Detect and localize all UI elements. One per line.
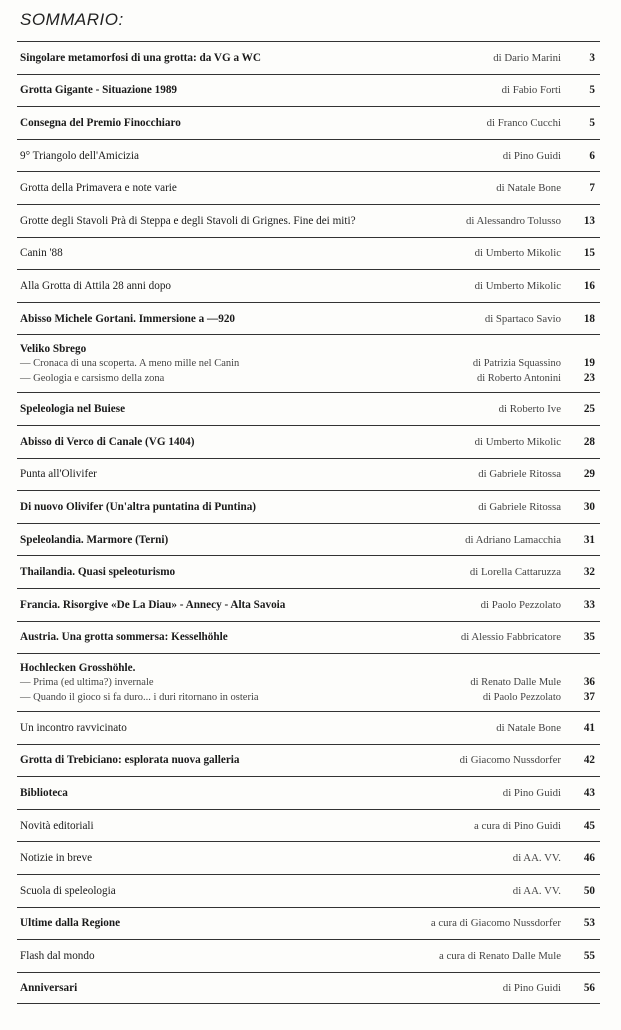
entry-title: Francia. Risorgive «De La Diau» - Annecy - Alta Savoia [20, 598, 286, 611]
entry-title: Grotta della Primavera e note varie [20, 182, 177, 195]
toc-entry-row [17, 435, 600, 449]
entry-page-number: 41 [583, 721, 595, 734]
toc-entry [17, 392, 600, 425]
subentry-author: di Paolo Pezzolato [482, 691, 561, 703]
toc-entry-row [17, 598, 600, 612]
toc-entry-row [17, 279, 600, 293]
entry-author: di AA. VV. [512, 852, 561, 865]
toc-entry [17, 711, 600, 744]
toc-entry [17, 237, 600, 270]
entry-title: Grotta di Trebiciano: esplorata nuova galleria [20, 754, 240, 767]
toc-entry [17, 139, 600, 172]
entry-page-number: 55 [583, 950, 595, 963]
toc-entry-row [17, 661, 600, 675]
entry-page-number: 45 [583, 819, 595, 832]
entry-title: Veliko Sbrego [20, 342, 87, 355]
toc-entry [17, 490, 600, 523]
toc-entry-row [17, 565, 600, 579]
entry-title: Abisso di Verco di Canale (VG 1404) [20, 435, 195, 448]
toc-entry-row [17, 630, 600, 644]
entry-page-number: 30 [583, 500, 595, 513]
entry-page-number: 7 [589, 182, 595, 195]
entry-title: Singolare metamorfosi di una grotta: da VG a WC [20, 51, 261, 64]
subentry-author: di Patrizia Squassino [472, 357, 561, 369]
subentry-title: — Prima (ed ultima?) invernale [20, 676, 154, 688]
toc-entry-row [17, 819, 600, 833]
entry-page-number: 33 [583, 598, 595, 611]
entry-author: di Spartaco Savio [484, 312, 561, 325]
entry-title: Austria. Una grotta sommersa: Kesselhöhle [20, 631, 228, 644]
entry-page-number: 6 [589, 149, 595, 162]
toc-entry [17, 841, 600, 874]
entry-page-number: 31 [583, 533, 595, 546]
subentry-title: — Geologia e carsismo della zona [20, 372, 165, 384]
toc-entry [17, 106, 600, 139]
entry-author: di Roberto Ive [498, 403, 561, 416]
entry-title: Flash dal mondo [20, 950, 95, 963]
entry-author: di Natale Bone [496, 182, 561, 195]
entry-author: di Pino Guidi [502, 787, 561, 800]
entry-author: di Giacomo Nussdorfer [459, 754, 561, 767]
toc-entry-row [17, 884, 600, 898]
entry-author: a cura di Renato Dalle Mule [438, 950, 561, 963]
toc-entry-row [17, 214, 600, 228]
toc-entry [17, 74, 600, 107]
entry-page-number: 53 [583, 917, 595, 930]
toc-entry [17, 621, 600, 654]
toc-entry-row [17, 721, 600, 735]
entry-title: Biblioteca [20, 787, 68, 800]
toc-entry-row [17, 246, 600, 260]
subentry-page-number: 37 [583, 690, 595, 703]
entry-author: di Alessandro Tolusso [465, 214, 561, 227]
entry-author: di Fabio Forti [501, 84, 561, 97]
toc-entry [17, 41, 600, 74]
entry-title: Notizie in breve [20, 852, 93, 865]
toc-entry-row [17, 342, 600, 356]
entry-title: Ultime dalla Regione [20, 917, 121, 930]
entry-author: di Alessio Fabbricatore [460, 631, 561, 644]
toc-entry [17, 809, 600, 842]
toc-entry-row [17, 51, 600, 65]
table-of-contents [17, 41, 600, 1004]
entry-author: di Gabriele Ritossa [478, 468, 561, 481]
entry-title: Punta all'Olivifer [20, 468, 97, 481]
entry-author: di Pino Guidi [502, 982, 561, 995]
toc-entry-row [17, 753, 600, 767]
entry-title: Grotte degli Stavoli Prà di Steppa e degli Stavoli di Grignes. Fine dei miti? [20, 214, 356, 227]
entry-title: Scuola di speleologia [20, 884, 116, 897]
entry-page-number: 46 [583, 852, 595, 865]
toc-entry-row [17, 981, 600, 995]
toc-entry-row [17, 786, 600, 800]
entry-title: Abisso Michele Gortani. Immersione a —920 [20, 312, 236, 325]
entry-author: di AA. VV. [512, 884, 561, 897]
entry-author: a cura di Pino Guidi [474, 819, 561, 832]
entry-author: di Gabriele Ritossa [478, 500, 561, 513]
entry-page-number: 3 [589, 51, 595, 64]
subentry-page-number: 19 [583, 356, 595, 369]
entry-author: di Pino Guidi [502, 149, 561, 162]
entry-title: Consegna del Premio Finocchiaro [20, 116, 181, 129]
entry-author: di Dario Marini [493, 51, 561, 64]
toc-entry-row [17, 149, 600, 163]
entry-title: 9° Triangolo dell'Amicizia [20, 149, 139, 162]
entry-page-number: 50 [583, 884, 595, 897]
toc-subentry-row [17, 356, 600, 371]
entry-author: di Lorella Cattaruzza [469, 566, 561, 579]
toc-entry-row [17, 83, 600, 97]
toc-entry-row [17, 467, 600, 481]
toc-entry [17, 555, 600, 588]
toc-entry [17, 744, 600, 777]
toc-entry-row [17, 116, 600, 130]
toc-entry-row [17, 851, 600, 865]
toc-entry [17, 269, 600, 302]
toc-entry [17, 972, 600, 1005]
toc-entry [17, 653, 600, 711]
subentry-title: — Cronaca di una scoperta. A meno mille nel Canin [20, 357, 240, 369]
toc-entry [17, 588, 600, 621]
entry-page-number: 5 [589, 84, 595, 97]
toc-entry [17, 523, 600, 556]
toc-entry [17, 204, 600, 237]
toc-entry-row [17, 402, 600, 416]
toc-entry [17, 907, 600, 940]
entry-page-number: 29 [583, 468, 595, 481]
entry-title: Un incontro ravvicinato [20, 721, 127, 734]
entry-page-number: 56 [583, 982, 595, 995]
entry-page-number: 18 [583, 312, 595, 325]
toc-entry-row [17, 500, 600, 514]
entry-author: di Paolo Pezzolato [480, 598, 561, 611]
entry-page-number: 25 [583, 403, 595, 416]
entry-author: di Franco Cucchi [486, 116, 561, 129]
entry-page-number: 32 [583, 566, 595, 579]
entry-page-number: 5 [589, 116, 595, 129]
entry-title: Grotta Gigante - Situazione 1989 [20, 84, 178, 97]
toc-entry-row [17, 181, 600, 195]
entry-author: di Umberto Mikolic [474, 435, 561, 448]
toc-entry [17, 939, 600, 972]
subentry-author: di Roberto Antonini [477, 372, 561, 384]
entry-page-number: 35 [583, 631, 595, 644]
toc-entry [17, 302, 600, 335]
toc-entry-row [17, 949, 600, 963]
toc-entry [17, 425, 600, 458]
entry-title: Speleologia nel Buiese [20, 403, 126, 416]
toc-entry [17, 874, 600, 907]
entry-title: Speleolandia. Marmore (Terni) [20, 533, 169, 546]
entry-title: Di nuovo Olivifer (Un'altra puntatina di Puntina) [20, 500, 257, 513]
entry-page-number: 43 [583, 787, 595, 800]
toc-entry [17, 776, 600, 809]
entry-author: di Umberto Mikolic [474, 279, 561, 292]
toc-subentry-row [17, 371, 600, 386]
entry-title: Alla Grotta di Attila 28 anni dopo [20, 279, 172, 292]
subentry-title: — Quando il gioco si fa duro... i duri ritornano in osteria [20, 691, 259, 703]
entry-title: Canin '88 [20, 247, 63, 260]
toc-subentry-row [17, 690, 600, 705]
entry-title: Anniversari [20, 982, 78, 995]
entry-page-number: 13 [583, 214, 595, 227]
toc-entry-row [17, 533, 600, 547]
page-title: SOMMARIO: [20, 10, 124, 29]
subentry-author: di Renato Dalle Mule [470, 676, 561, 688]
entry-page-number: 15 [583, 247, 595, 260]
entry-author: di Natale Bone [496, 721, 561, 734]
toc-subentry-row [17, 675, 600, 690]
entry-title: Novità editoriali [20, 819, 94, 832]
entry-author: di Adriano Lamacchia [465, 533, 561, 546]
subentry-page-number: 23 [583, 371, 595, 384]
toc-entry-row [17, 916, 600, 930]
entry-title: Thailandia. Quasi speleoturismo [20, 566, 176, 579]
entry-author: a cura di Giacomo Nussdorfer [430, 917, 561, 930]
entry-page-number: 42 [583, 754, 595, 767]
toc-entry-row [17, 312, 600, 326]
toc-entry [17, 458, 600, 491]
subentry-page-number: 36 [583, 675, 595, 688]
entry-author: di Umberto Mikolic [474, 247, 561, 260]
toc-entry [17, 171, 600, 204]
entry-title: Hochlecken Grosshöhle. [20, 661, 136, 674]
entry-page-number: 28 [583, 435, 595, 448]
entry-page-number: 16 [583, 279, 595, 292]
toc-entry [17, 334, 600, 392]
